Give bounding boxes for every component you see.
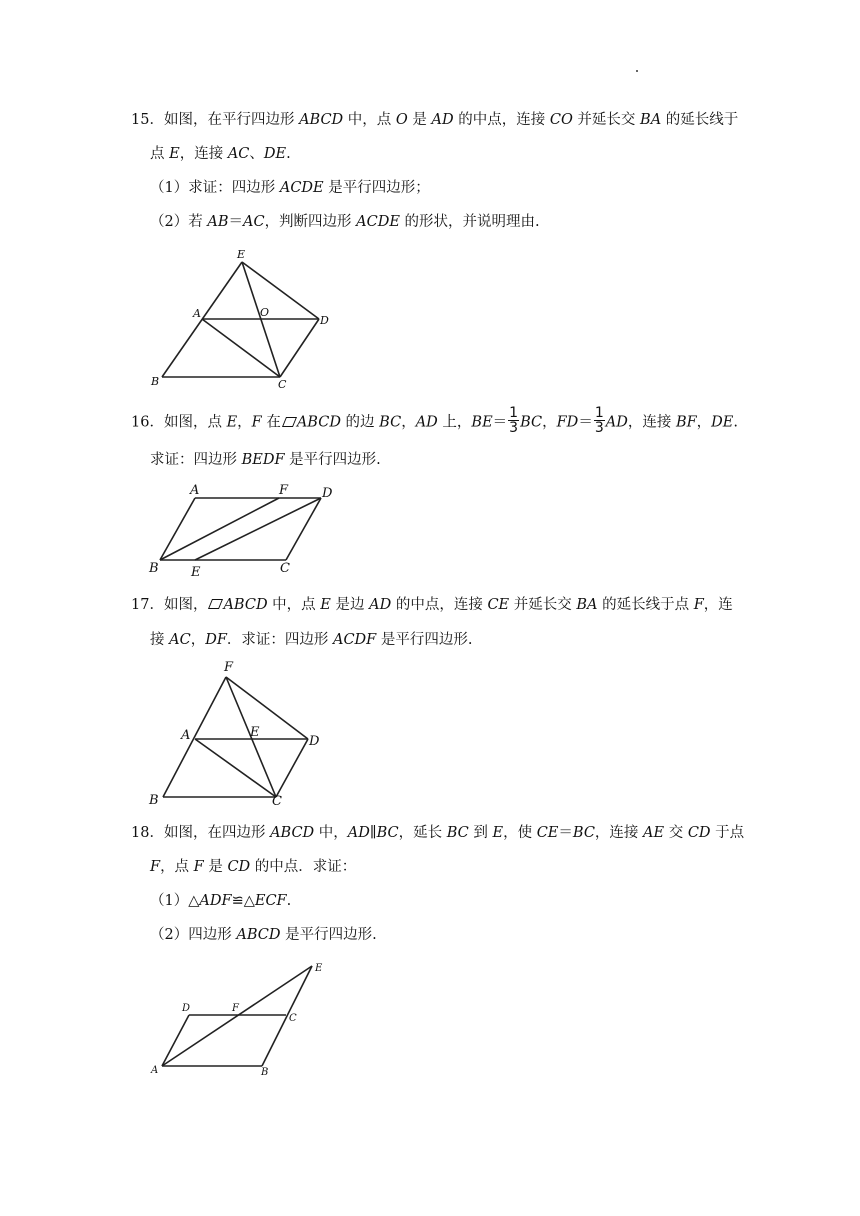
p15-line2: 点 E，连接 AC、DE. bbox=[150, 146, 291, 162]
p18-figure bbox=[140, 955, 350, 1085]
p15-seg-ED bbox=[242, 262, 319, 319]
page-dot bbox=[636, 70, 638, 72]
p15-label-A: A bbox=[193, 307, 201, 320]
p18-label-C: C bbox=[289, 1013, 297, 1024]
p18-line1: 18．如图，在四边形 ABCD 中，AD∥BC，延长 BC 到 E，使 CE＝BC，连接 AE 交 CD 于点 bbox=[131, 825, 745, 841]
p18-seg-AD bbox=[162, 1015, 189, 1066]
p15-label-C: C bbox=[278, 378, 287, 391]
parallelogram-symbol bbox=[282, 417, 297, 427]
p17-seg-BF bbox=[163, 677, 226, 797]
parallelogram-symbol bbox=[208, 599, 223, 609]
p18-part1: （1）△ADF≌△ECF. bbox=[150, 893, 292, 909]
p16-label-B: B bbox=[149, 561, 159, 576]
fraction-one-third: $\frac{1}{3}$ bbox=[509, 405, 519, 436]
p17-label-F: F bbox=[224, 660, 234, 675]
p18-label-B: B bbox=[261, 1067, 269, 1078]
p15-figure bbox=[140, 240, 350, 400]
p17-label-B: B bbox=[149, 793, 159, 808]
p15-label-B: B bbox=[151, 375, 160, 388]
p17-line2: 接 AC，DF．求证：四边形 ACDF 是平行四边形. bbox=[150, 632, 473, 648]
p15-label-O: O bbox=[260, 306, 270, 319]
p16-label-C: C bbox=[280, 561, 290, 576]
p15-seg-DC bbox=[280, 319, 319, 377]
p18-line2: F，点 F 是 CD 的中点．求证： bbox=[150, 859, 357, 875]
p18-seg-BE bbox=[262, 966, 312, 1066]
p16-label-E: E bbox=[191, 565, 201, 580]
p16-label-D: D bbox=[322, 486, 333, 501]
p18-part2: （2）四边形 ABCD 是平行四边形. bbox=[150, 927, 377, 943]
p15-label-E: E bbox=[237, 248, 246, 261]
p17-seg-DC bbox=[276, 739, 308, 797]
p18-label-F: F bbox=[232, 1003, 239, 1014]
p18-label-D: D bbox=[182, 1003, 191, 1014]
p16-figure bbox=[140, 478, 350, 578]
p15-seg-AC bbox=[202, 319, 280, 377]
p17-label-E: E bbox=[250, 725, 260, 740]
p17-label-C: C bbox=[272, 794, 282, 809]
p17-figure bbox=[140, 655, 340, 815]
p16-label-A: A bbox=[190, 483, 200, 498]
p16-label-F: F bbox=[279, 483, 289, 498]
p15-line1: 15．如图，在平行四边形 ABCD 中，点 O 是 AD 的中点，连接 CO 并延长交 BA 的延长线于 bbox=[131, 112, 739, 128]
p17-label-A: A bbox=[181, 728, 191, 743]
p15-part2: （2）若 AB＝AC，判断四边形 ACDE 的形状，并说明理由. bbox=[150, 214, 540, 230]
p18-label-E: E bbox=[315, 963, 323, 974]
p16-seg-ED bbox=[195, 498, 321, 560]
p18-label-A: A bbox=[151, 1065, 159, 1076]
p16-line2: 求证：四边形 BEDF 是平行四边形. bbox=[150, 452, 381, 468]
p16-line1: 16．如图，点 E，F 在 ABCD 的边 BC，AD 上，BE＝ $\frac{1}{3}$ BC，FD＝ $\frac{1}{3}$ AD，连接 BF，DE. bbox=[131, 405, 738, 436]
fraction-one-third: $\frac{1}{3}$ bbox=[594, 405, 604, 436]
p15-part1: （1）求证：四边形 ACDE 是平行四边形； bbox=[150, 180, 430, 196]
p17-label-D: D bbox=[309, 734, 320, 749]
p17-line1: 17．如图， ABCD 中，点 E 是边 AD 的中点，连接 CE 并延长交 BA 的延长线于点 F，连 bbox=[131, 597, 733, 613]
p15-label-D: D bbox=[320, 314, 329, 327]
